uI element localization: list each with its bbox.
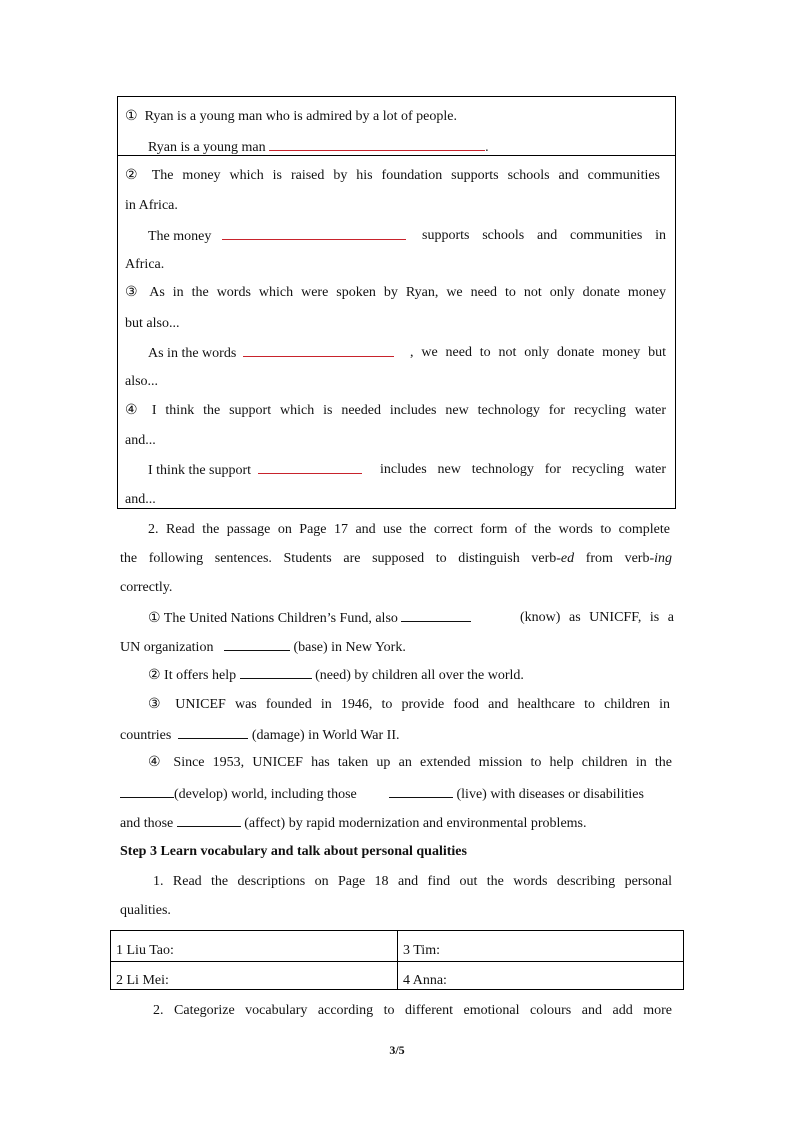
item4-prompt-before: I think the support bbox=[148, 463, 252, 478]
table-cell-liu-tao[interactable]: 1 Liu Tao: bbox=[116, 943, 174, 958]
item3-original-line2: but also... bbox=[125, 316, 180, 331]
q4-line1: ④ Since 1953, UNICEF has taken up an extended mission to help children in the bbox=[148, 755, 672, 770]
q1-line1-start bbox=[148, 609, 471, 628]
item2-answer-blank[interactable] bbox=[222, 227, 406, 240]
intro-ed-suffix: ed bbox=[560, 551, 575, 566]
step3-task1-line1: 1. Read the descriptions on Page 18 and find out the words describing personal bbox=[153, 874, 672, 889]
q4-blank-live[interactable] bbox=[389, 785, 453, 798]
item1-prompt-before: Ryan is a young man bbox=[148, 140, 266, 155]
item4-original-text: I think the support which is needed includes new technology for recycling water bbox=[151, 403, 667, 418]
section2-intro-line1: 2. Read the passage on Page 17 and use the correct form of the words to complete bbox=[148, 522, 670, 537]
rewrite-exercise-box bbox=[117, 96, 676, 509]
table-cell-li-mei[interactable]: 2 Li Mei: bbox=[116, 973, 169, 988]
item2-marker: ② bbox=[125, 168, 144, 183]
item4-original-line2: and... bbox=[125, 433, 156, 448]
q4-line2-start bbox=[120, 785, 357, 804]
q2-text-b: (need) by children all over the world. bbox=[315, 668, 524, 683]
item3-prompt-before: As in the words bbox=[148, 346, 237, 361]
q3-text-b: countries bbox=[120, 728, 172, 743]
intro-ing-suffix: ing bbox=[654, 551, 672, 566]
item3-prompt-start bbox=[148, 344, 394, 363]
item4-prompt-line2: and... bbox=[125, 492, 156, 507]
q3-blank-damage[interactable] bbox=[178, 726, 248, 739]
item3-answer-blank[interactable] bbox=[243, 344, 394, 357]
q4-text-d: and those bbox=[120, 816, 174, 831]
section2-intro-line2 bbox=[120, 550, 672, 568]
item4-original-line1 bbox=[125, 402, 666, 420]
q4-blank-affect[interactable] bbox=[177, 814, 241, 827]
q4-text-e: (affect) by rapid modernization and environmental problems. bbox=[244, 816, 587, 831]
item1-marker: ① bbox=[125, 109, 138, 124]
q1-text-c: UN organization bbox=[120, 640, 214, 655]
table-cell-tim[interactable]: 3 Tim: bbox=[403, 943, 440, 958]
intro-text-a: the following sentences. Students are supposed to distinguish verb- bbox=[120, 551, 561, 566]
q1-text-a: ① The United Nations Children’s Fund, also bbox=[148, 611, 398, 626]
qualities-table bbox=[110, 930, 684, 990]
item4-marker: ④ bbox=[125, 403, 143, 418]
q4-text-c: (live) with diseases or disabilities bbox=[456, 787, 644, 802]
q4-line3 bbox=[120, 814, 587, 833]
item2-prompt-line2: Africa. bbox=[125, 257, 165, 272]
item2-original-line2: in Africa. bbox=[125, 198, 178, 213]
item4-answer-blank[interactable] bbox=[258, 461, 362, 474]
table-vertical-divider bbox=[397, 931, 398, 989]
item4-prompt-after: includes new technology for recycling water bbox=[380, 462, 666, 477]
table-cell-anna[interactable]: 4 Anna: bbox=[403, 973, 447, 988]
q1-line2 bbox=[120, 638, 406, 657]
item4-prompt-start bbox=[148, 461, 362, 480]
item2-prompt-before: The money bbox=[148, 229, 212, 244]
step3-task2-line1: 2. Categorize vocabulary according to different emotional colours and add more bbox=[153, 1003, 672, 1018]
item3-prompt-after: , we need to not only donate money but bbox=[410, 345, 666, 360]
q4-line2-end bbox=[389, 785, 644, 804]
item1-original bbox=[125, 108, 457, 126]
item1-answer-blank[interactable] bbox=[269, 138, 485, 151]
item3-marker: ③ bbox=[125, 285, 143, 300]
q1-blank-base[interactable] bbox=[224, 638, 290, 651]
q3-line2 bbox=[120, 726, 400, 745]
item1-prompt bbox=[148, 138, 489, 157]
step3-heading: Step 3 Learn vocabulary and talk about personal qualities bbox=[120, 844, 467, 859]
item3-original-text: As in the words which were spoken by Ryan, we need to not only donate money bbox=[149, 285, 666, 300]
item3-original-line1 bbox=[125, 284, 666, 302]
page-number: 3/5 bbox=[389, 1043, 405, 1057]
item3-prompt-line2: also... bbox=[125, 374, 159, 389]
q4-text-b: (develop) world, including those bbox=[174, 787, 357, 802]
intro-text-b: from verb- bbox=[574, 551, 655, 566]
table-horizontal-divider bbox=[111, 961, 683, 962]
q2-text-a: ② It offers help bbox=[148, 668, 237, 683]
q1-text-b: (know) as UNICFF, is a bbox=[520, 610, 674, 625]
q3-text-c: (damage) in World War II. bbox=[251, 728, 400, 743]
q3-line1: ③ UNICEF was founded in 1946, to provide food and healthcare to children in bbox=[148, 697, 670, 712]
item2-prompt-after: supports schools and communities in bbox=[422, 228, 666, 243]
q2-blank-need[interactable] bbox=[240, 666, 312, 679]
q1-blank-know[interactable] bbox=[401, 609, 471, 622]
item2-prompt-start bbox=[148, 227, 406, 246]
q2-line bbox=[148, 666, 524, 685]
item1-prompt-after: . bbox=[485, 140, 489, 155]
item2-original-text: The money which is raised by his foundation supports schools and communities bbox=[151, 168, 661, 183]
section2-intro-line3: correctly. bbox=[120, 580, 173, 595]
q1-text-d: (base) in New York. bbox=[293, 640, 406, 655]
item1-original-text: Ryan is a young man who is admired by a lot of people. bbox=[144, 109, 457, 124]
item2-original-line1 bbox=[125, 167, 660, 185]
step3-task1-line2: qualities. bbox=[120, 903, 171, 918]
q4-blank-develop[interactable] bbox=[120, 785, 174, 798]
